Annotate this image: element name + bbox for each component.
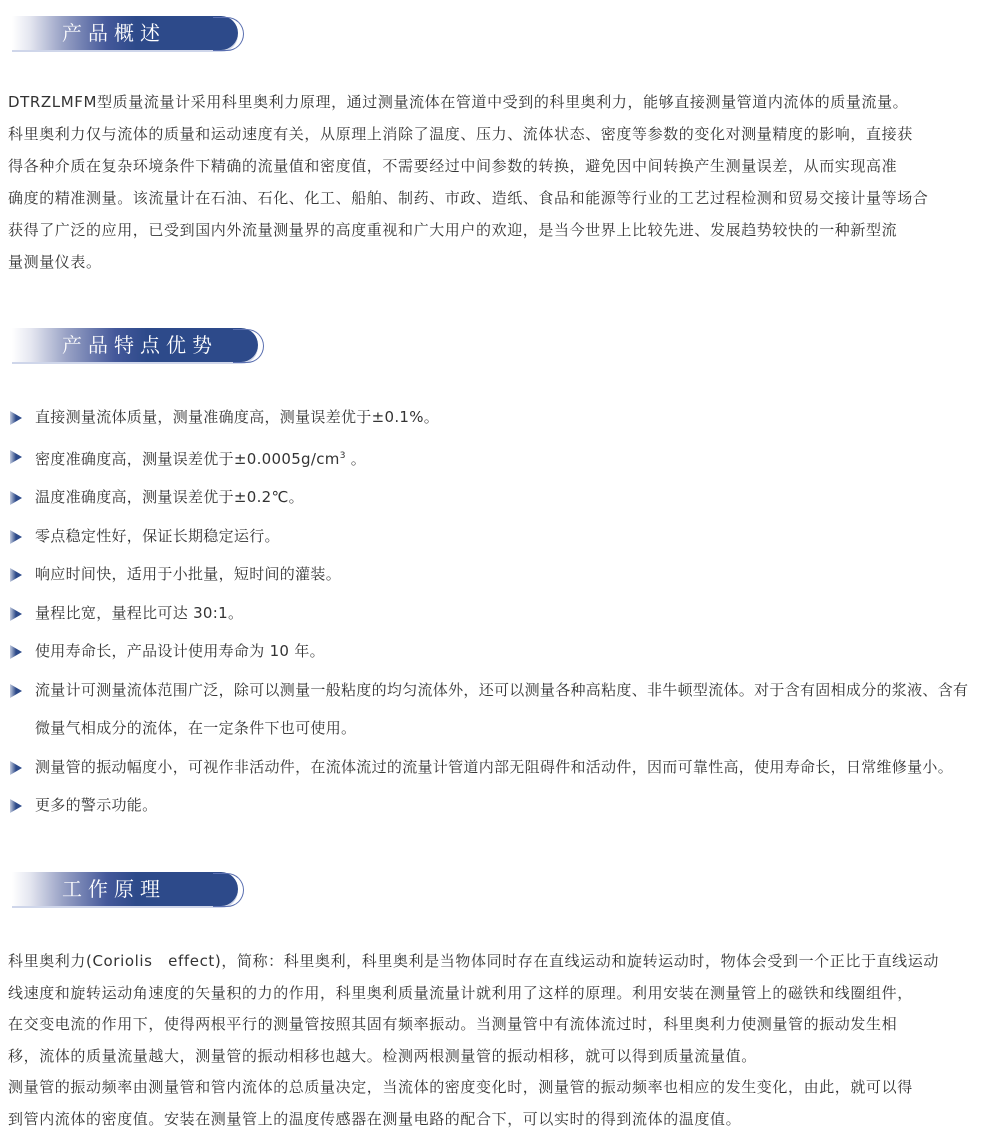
- feature-item: [8, 594, 993, 633]
- banner-arc-decoration: [213, 17, 244, 51]
- principle-line: 在交变电流的作用下，使得两根平行的测量管按照其固有频率振动。当测量管中有流体流过时，科里奥利力使测量管的振动发生相: [8, 1015, 898, 1033]
- feature-list: [8, 398, 993, 825]
- triangle-right-icon: [10, 761, 22, 775]
- overview-line: DTRZLMFM型质量流量计采用科里奥利力原理，通过测量流体在管道中受到的科里奥利力，能够直接测量管道内流体的质量流量。: [8, 93, 909, 111]
- principle-line: 测量管的振动频率由测量管和管内流体的总质量决定，当流体的密度变化时，测量管的振动频率也相应的发生变化，由此，就可以得: [8, 1078, 913, 1096]
- feature-item: [8, 786, 993, 825]
- feature-text: 温度准确度高，测量误差优于±0.2℃。: [35, 488, 304, 506]
- section-title-features: 产品特点优势: [62, 333, 218, 357]
- banner-arc-decoration: [233, 329, 264, 363]
- feature-text: 流量计可测量流体范围广泛，除可以测量一般粘度的均匀流体外，还可以测量各种高粘度、非牛顿型流体。对于含有固相成分的浆液、含有: [35, 680, 969, 699]
- feature-text: 测量管的振动幅度小，可视作非活动件，在流体流过的流量计管道内部无阻碍件和活动件，因而可靠性高，使用寿命长，日常维修量小。: [35, 757, 954, 776]
- feature-text: 密度准确度高，测量误差优于±0.0005g/cm: [35, 449, 340, 468]
- triangle-right-icon: [10, 450, 22, 464]
- feature-item: [8, 555, 993, 594]
- section-title-overview: 产品概述: [62, 21, 166, 45]
- feature-text: 直接测量流体质量，测量准确度高，测量误差优于±0.1%。: [35, 408, 440, 426]
- feature-item: [8, 632, 993, 671]
- feature-item: [8, 671, 993, 748]
- triangle-right-icon: [10, 799, 22, 813]
- overview-line: 获得了广泛的应用，已受到国内外流量测量界的高度重视和广大用户的欢迎，是当今世界上比较先进、发展趋势较快的一种新型流: [8, 221, 898, 239]
- feature-text: 更多的警示功能。: [35, 796, 158, 814]
- superscript: 3: [339, 450, 346, 461]
- section-banner-overview: [12, 16, 244, 50]
- feature-text-suffix: 。: [345, 449, 367, 468]
- overview-line: 科里奥利力仅与流体的质量和运动速度有关，从原理上消除了温度、压力、流体状态、密度等参数的变化对测量精度的影响，直接获: [8, 125, 913, 143]
- principle-line: 线速度和旋转运动角速度的矢量积的力的作用，科里奥利质量流量计就利用了这样的原理。利用安装在测量管上的磁铁和线圈组件，: [8, 983, 913, 1002]
- banner-arc-decoration: [213, 873, 244, 907]
- overview-line: 量测量仪表。: [8, 253, 102, 271]
- triangle-right-icon: [10, 607, 22, 621]
- feature-text: 响应时间快，适用于小批量，短时间的灌装。: [35, 565, 342, 583]
- feature-text: 量程比宽，量程比可达 30:1。: [35, 603, 244, 622]
- feature-item: [8, 478, 993, 517]
- overview-paragraph: [8, 86, 968, 278]
- principle-line: 到管内流体的密度值。安装在测量管上的温度传感器在测量电路的配合下，可以实时的得到流体的温度值。: [8, 1109, 742, 1128]
- overview-line: 得各种介质在复杂环境条件下精确的流量值和密度值，不需要经过中间参数的转换，避免因中间转换产生测量误差，从而实现高准: [8, 157, 898, 175]
- triangle-right-icon: [10, 568, 22, 582]
- feature-text: 零点稳定性好，保证长期稳定运行。: [35, 526, 280, 545]
- overview-line: 确度的精准测量。该流量计在石油、石化、化工、船舶、制药、市政、造纸、食品和能源等行业的工艺过程检测和贸易交接计量等场合: [8, 189, 929, 207]
- feature-item: [8, 517, 993, 556]
- triangle-right-icon: [10, 491, 22, 505]
- feature-text-continuation: 微量气相成分的流体，在一定条件下也可使用。: [35, 719, 357, 737]
- feature-item: [8, 437, 993, 479]
- section-title-principle: 工作原理: [62, 877, 166, 901]
- triangle-right-icon: [10, 530, 22, 544]
- feature-item: [8, 398, 993, 437]
- section-banner-principle: [12, 872, 244, 906]
- principle-line: 移，流体的质量流量越大，测量管的振动相移也越大。检测两根测量管的振动相移，就可以得到质量流量值。: [8, 1046, 757, 1065]
- triangle-right-icon: [10, 645, 22, 659]
- principle-paragraph: [8, 946, 968, 1135]
- triangle-right-icon: [10, 411, 22, 425]
- principle-line: 科里奥利力(Coriolis effect)，简称：科里奥利，科里奥利是当物体同时存在直线运动和旋转运动时，物体会受到一个正比于直线运动: [8, 952, 939, 970]
- triangle-right-icon: [10, 684, 22, 698]
- feature-text: 使用寿命长，产品设计使用寿命为 10 年。: [35, 642, 325, 660]
- feature-item: [8, 748, 993, 787]
- section-banner-features: [12, 328, 264, 362]
